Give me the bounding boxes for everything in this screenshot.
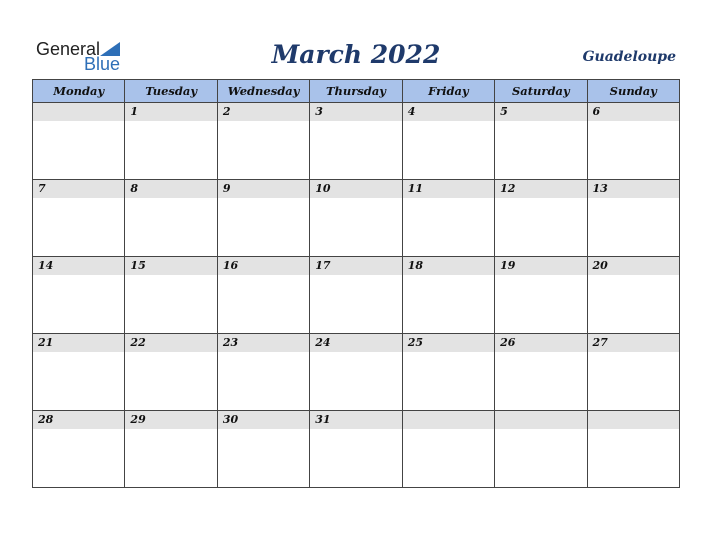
day-cell — [33, 257, 125, 334]
logo-text-blue: Blue — [84, 54, 121, 74]
day-number: 30 — [218, 411, 309, 429]
day-number: 8 — [125, 180, 216, 198]
day-cell — [495, 103, 587, 180]
day-cell — [310, 180, 402, 257]
day-cell — [125, 180, 217, 257]
week-row — [33, 103, 680, 180]
day-number: 25 — [403, 334, 494, 352]
day-cell — [587, 103, 679, 180]
day-cell — [33, 411, 125, 488]
day-cell — [125, 334, 217, 411]
day-number: 18 — [403, 257, 494, 275]
day-cell — [310, 411, 402, 488]
day-number: 17 — [310, 257, 401, 275]
day-cell — [402, 411, 494, 488]
day-cell — [217, 257, 309, 334]
day-number — [495, 411, 586, 429]
day-cell — [495, 411, 587, 488]
weekday-header: Thursday — [310, 80, 402, 103]
day-number: 16 — [218, 257, 309, 275]
day-number — [33, 103, 124, 121]
day-number: 1 — [125, 103, 216, 121]
day-cell — [310, 257, 402, 334]
day-cell — [402, 334, 494, 411]
day-number: 19 — [495, 257, 586, 275]
week-row — [33, 180, 680, 257]
weekday-header: Wednesday — [217, 80, 309, 103]
day-cell — [217, 334, 309, 411]
day-number: 27 — [588, 334, 679, 352]
logo-text-general: General — [36, 39, 101, 59]
weekday-header: Sunday — [587, 80, 679, 103]
day-number: 7 — [33, 180, 124, 198]
day-cell — [402, 180, 494, 257]
weekday-header-row — [33, 80, 680, 103]
day-number — [588, 411, 679, 429]
day-number: 11 — [403, 180, 494, 198]
day-number: 9 — [218, 180, 309, 198]
week-row — [33, 257, 680, 334]
day-cell — [587, 180, 679, 257]
weekday-header: Friday — [402, 80, 494, 103]
day-number: 29 — [125, 411, 216, 429]
day-cell — [217, 411, 309, 488]
region-label: Guadeloupe — [582, 49, 676, 65]
day-number: 31 — [310, 411, 401, 429]
day-number: 10 — [310, 180, 401, 198]
day-cell — [587, 257, 679, 334]
day-cell — [217, 103, 309, 180]
day-number: 13 — [588, 180, 679, 198]
day-cell — [125, 103, 217, 180]
weekday-header: Saturday — [495, 80, 587, 103]
day-number: 28 — [33, 411, 124, 429]
day-number: 22 — [125, 334, 216, 352]
weekday-header: Tuesday — [125, 80, 217, 103]
day-cell — [495, 180, 587, 257]
day-cell — [217, 180, 309, 257]
day-number: 12 — [495, 180, 586, 198]
day-cell — [587, 411, 679, 488]
calendar-grid — [32, 79, 680, 488]
day-cell — [495, 334, 587, 411]
week-row — [33, 411, 680, 488]
day-number: 4 — [403, 103, 494, 121]
day-number: 20 — [588, 257, 679, 275]
day-cell — [495, 257, 587, 334]
day-number: 24 — [310, 334, 401, 352]
day-number: 2 — [218, 103, 309, 121]
calendar-title: March 2022 — [271, 40, 441, 69]
day-number: 3 — [310, 103, 401, 121]
day-cell — [125, 257, 217, 334]
day-number: 6 — [588, 103, 679, 121]
day-number: 5 — [495, 103, 586, 121]
day-number: 14 — [33, 257, 124, 275]
day-cell — [125, 411, 217, 488]
day-cell — [402, 103, 494, 180]
day-number: 15 — [125, 257, 216, 275]
day-number — [403, 411, 494, 429]
day-number: 21 — [33, 334, 124, 352]
day-cell — [33, 103, 125, 180]
day-cell — [33, 334, 125, 411]
day-cell — [33, 180, 125, 257]
day-cell — [310, 103, 402, 180]
day-number: 26 — [495, 334, 586, 352]
day-cell — [310, 334, 402, 411]
day-number: 23 — [218, 334, 309, 352]
day-cell — [587, 334, 679, 411]
week-row — [33, 334, 680, 411]
weekday-header: Monday — [33, 80, 125, 103]
day-cell — [402, 257, 494, 334]
